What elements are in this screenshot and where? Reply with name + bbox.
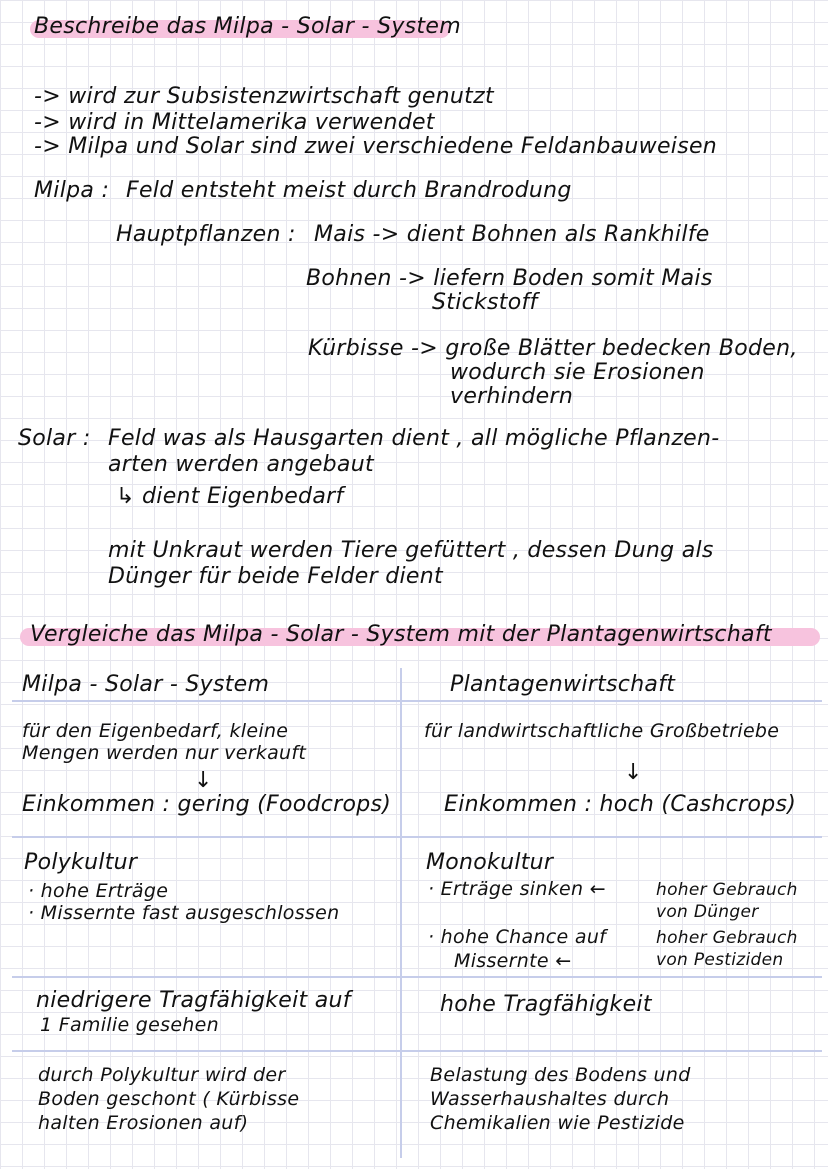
cell-text: · hohe Erträge [28, 880, 169, 902]
cell-text: · Erträge sinken ← [428, 878, 606, 900]
cell-text: niedrigere Tragfähigkeit auf [36, 988, 351, 1013]
cell-text: Mengen werden nur verkauft [22, 742, 307, 764]
bullet-line: -> wird in Mittelamerika verwendet [34, 110, 435, 135]
table-line [12, 1050, 822, 1052]
cell-text: hoher Gebrauch [656, 928, 798, 948]
unkraut-line: Dünger für beide Felder dient [108, 564, 443, 589]
solar-line: arten werden angebaut [108, 452, 374, 477]
cell-text: Einkommen : hoch (Cashcrops) [444, 792, 797, 817]
cell-text: Einkommen : gering (Foodcrops) [22, 792, 392, 817]
cell-text: durch Polykultur wird der [38, 1064, 286, 1086]
bohnen-line: Bohnen -> liefern Boden somit Mais [306, 266, 713, 291]
cell-text: · Missernte fast ausgeschlossen [28, 902, 340, 924]
cell-title: Polykultur [24, 850, 138, 875]
cell-title: Monokultur [426, 850, 554, 875]
down-arrow-icon: ↓ [194, 768, 213, 793]
cell-text: Missernte ← [454, 950, 572, 972]
down-arrow-icon: ↓ [624, 760, 643, 785]
milpa-label: Milpa : [34, 178, 110, 203]
solar-line: Feld was als Hausgarten dient , all mögliche Pflanzen- [108, 426, 720, 451]
section-heading: Beschreibe das Milpa - Solar - System [34, 14, 461, 39]
kuerbisse-line: verhindern [450, 384, 574, 409]
hauptpflanzen-label: Hauptpflanzen : [116, 222, 296, 247]
section-heading: Vergleiche das Milpa - Solar - System mit der Plantagenwirtschaft [30, 622, 772, 647]
cell-text: halten Erosionen auf) [38, 1112, 249, 1134]
solar-label: Solar : [18, 426, 91, 451]
cell-text: Wasserhaushaltes durch [430, 1088, 670, 1110]
table-line [12, 836, 822, 838]
cell-text: für den Eigenbedarf, kleine [22, 720, 289, 742]
kuerbisse-line: Kürbisse -> große Blätter bedecken Boden, [308, 336, 798, 361]
table-line [12, 700, 822, 702]
cell-text: Belastung des Bodens und [430, 1064, 691, 1086]
cell-text: von Dünger [656, 902, 759, 922]
cell-text: hohe Tragfähigkeit [440, 992, 652, 1017]
cell-text: Boden geschont ( Kürbisse [38, 1088, 300, 1110]
cell-text: von Pestiziden [656, 950, 784, 970]
cell-text: 1 Familie gesehen [40, 1014, 219, 1036]
mais-line: Mais -> dient Bohnen als Rankhilfe [314, 222, 710, 247]
bullet-line: -> Milpa und Solar sind zwei verschiedene Feldanbauweisen [34, 134, 718, 159]
bohnen-line: Stickstoff [432, 290, 538, 315]
unkraut-line: mit Unkraut werden Tiere gefüttert , dessen Dung als [108, 538, 714, 563]
cell-text: hoher Gebrauch [656, 880, 798, 900]
table-divider [400, 668, 402, 1158]
kuerbisse-line: wodurch sie Erosionen [450, 360, 705, 385]
bullet-line: -> wird zur Subsistenzwirtschaft genutzt [34, 84, 494, 109]
column-header-right: Plantagenwirtschaft [450, 672, 676, 697]
milpa-text: Feld entsteht meist durch Brandrodung [126, 178, 572, 203]
cell-text: für landwirtschaftliche Großbetriebe [424, 720, 780, 742]
solar-line: ↳ dient Eigenbedarf [116, 484, 344, 509]
column-header-left: Milpa - Solar - System [22, 672, 270, 697]
table-line [12, 976, 822, 978]
cell-text: Chemikalien wie Pestizide [430, 1112, 685, 1134]
cell-text: · hohe Chance auf [428, 926, 607, 948]
